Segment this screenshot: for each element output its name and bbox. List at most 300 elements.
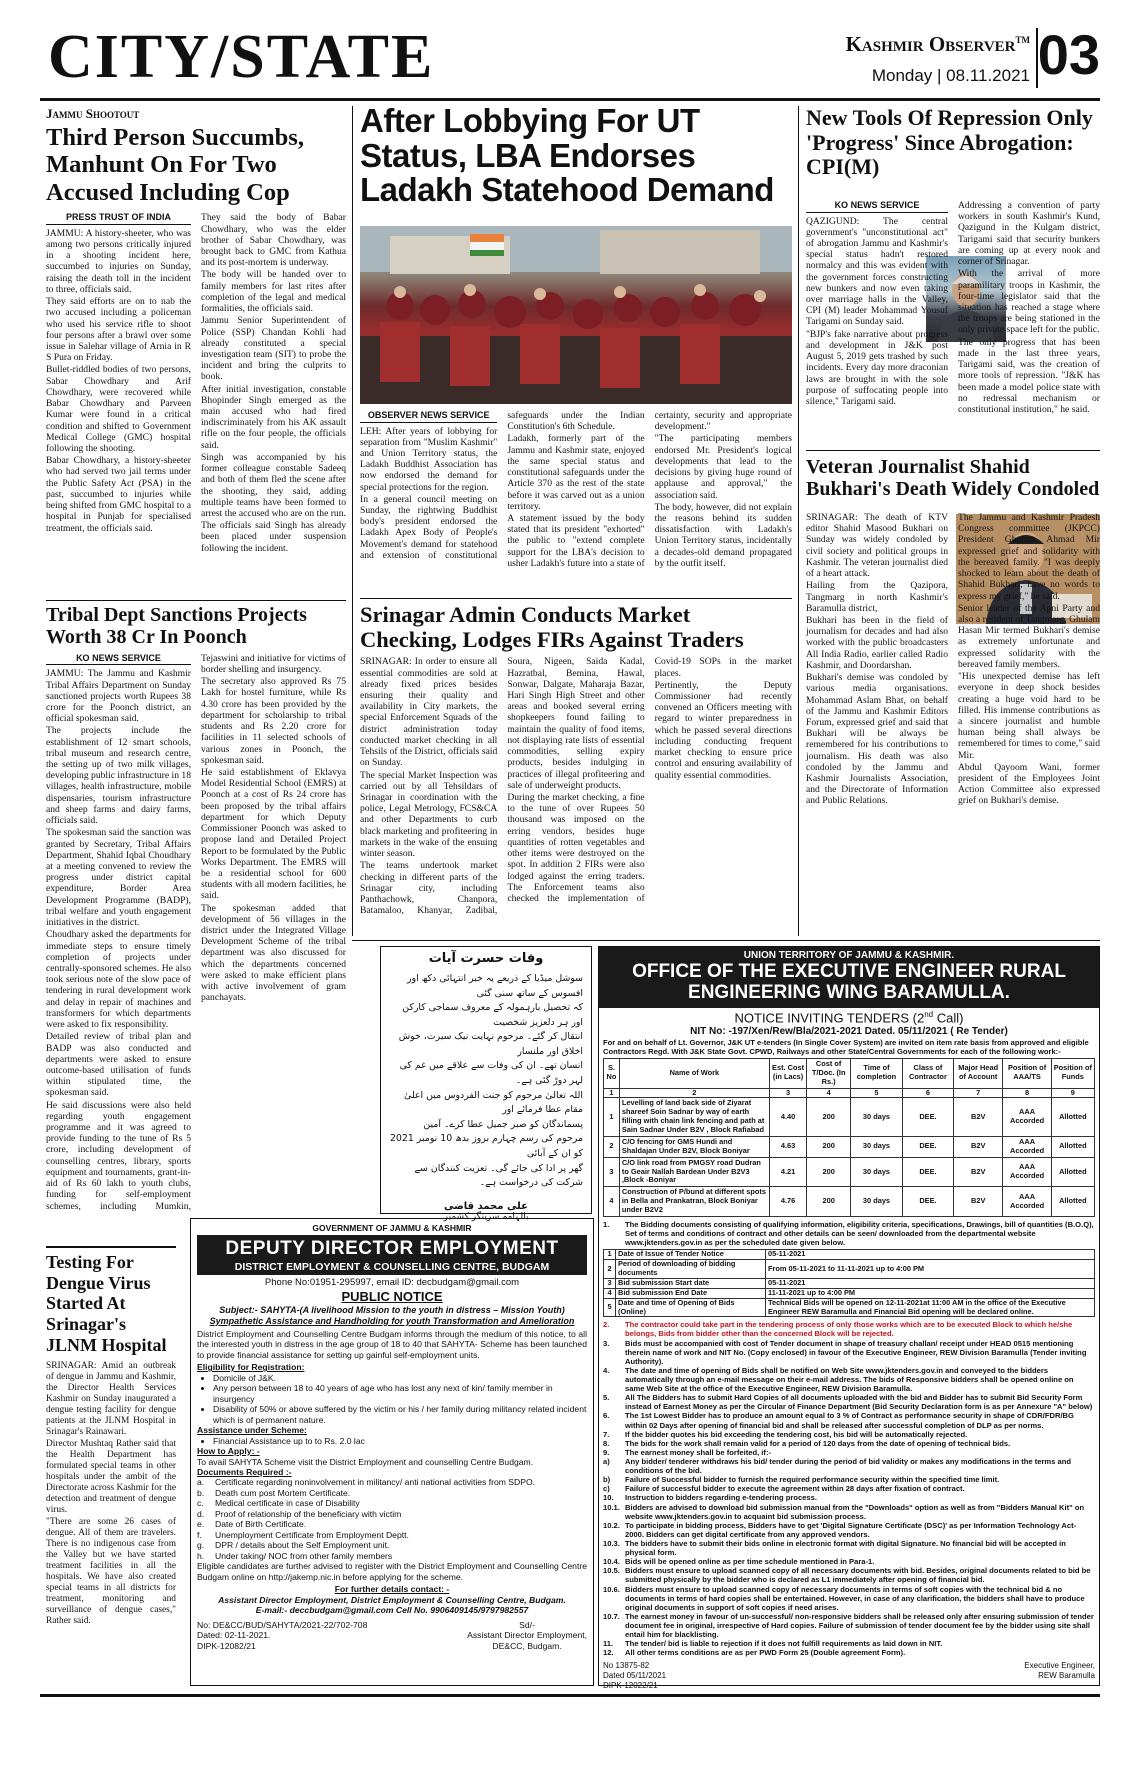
table-header-cell: Position of Funds	[1051, 1058, 1094, 1088]
signatory-title: Executive Engineer,	[1024, 1661, 1095, 1671]
condition-key: 10.2.	[603, 1520, 620, 1530]
schedule-cell: 5	[604, 1298, 616, 1317]
schedule-cell: 11-11-2021 up to 4:00 PM	[766, 1288, 1095, 1298]
paragraph: He said establishment of Eklavya Model Residential School (EMRS) at Poonch at a cost of Rs 24 crore has been proposed by the tribal affairs department for which Deputy Commissioner Poonch was asked to propose land and Detailed Project Report to be formulated by the Public Works Department. The EMRS will be a residential school for 600 students with all modern facilities, he said.	[201, 766, 346, 902]
photo-lba-rally	[360, 226, 792, 404]
paragraph: Detailed review of tribal plan and BADP was also conducted and departments were asked to ensure outcome-based utilisation of funds within stipulated time, the spokesman said.	[46, 1031, 191, 1099]
table-cell: DEE.	[902, 1187, 953, 1217]
table-cell: C/O link road from PMGSY road Dudran to Geair Nallah Bardean Under B2V3 ,Block -Boniyar	[619, 1157, 769, 1187]
dipk-number: DIPK-12082/21	[197, 1640, 256, 1651]
table-cell: C/O fencing for GMS Hundi and Shaldajan Under B2V, Block Boniyar	[619, 1136, 769, 1157]
table-header-cell: Class of Contractor	[902, 1058, 953, 1088]
tender-title-line1: OFFICE OF THE EXECUTIVE ENGINEER RURAL	[632, 961, 1066, 982]
condition-item	[603, 1484, 1095, 1493]
table-cell: Levelling of land back side of Ziyarat shareef Soin Sadnar by way of earth filling with chain link fencing and path at Sain Sadnar Under B2V , Block Rafiabad	[619, 1098, 769, 1137]
schedule-cell: Period of downloading of bidding documents	[616, 1260, 766, 1279]
obituary-line: اللہ تعالیٰ مرحوم کو جنت الفردوس میں اعلیٰ مقام عطا فرمائے اور	[404, 1089, 583, 1116]
table-number-cell: 3	[769, 1088, 806, 1098]
column-rule	[352, 106, 353, 936]
tender-footer-left	[603, 1661, 666, 1690]
story-headline: New Tools Of Repression Only 'Progress' Since Abrogation: CPI(M)	[806, 105, 1093, 180]
condition-key: 9.	[603, 1447, 610, 1457]
paragraph: In a general council meeting on Sunday, the rightwing Buddhist body's president endorsed the Ladakh Apex Body of People's Movement's demand for statehood and extension of constitutional safeguards under the Indian Constitution's 6th Schedule.	[360, 410, 645, 561]
condition-key: 10.5.	[603, 1566, 620, 1576]
eligibility-item: • Domicile of J&K.	[213, 1373, 587, 1383]
table-cell: B2V	[953, 1187, 1002, 1217]
story-byline: PRESS TRUST OF INDIA	[46, 212, 191, 225]
paragraph: "His unexpected demise has left everyone in deep shock besides creating a huge void hard to be filled. His immense contributions as a sincere journalist and humble human being shall always be remembered for times to come," said Mir.	[958, 671, 1100, 761]
paragraph: The spokesman added that development of 56 villages in the district under the Integrated Village Development Scheme of the tribal department was also discussed for which the departments concerned were asked to make efficient plans with active involvement of gram panchayats.	[201, 902, 346, 1004]
schedule-cell: 4	[604, 1288, 616, 1298]
condition-key: 2.	[603, 1320, 610, 1330]
document-text: Proof of relationship of the beneficiary with victim	[215, 1508, 402, 1519]
schedule-cell: From 05-11-2021 to 11-11-2021 up to 4:00 PM	[766, 1260, 1095, 1279]
notice-subject-line2: Sympathetic Assistance and Handholding for youth Transformation and Amelioration	[209, 1315, 575, 1326]
section-title: CITY/STATE	[48, 23, 435, 91]
document-item	[197, 1540, 587, 1550]
paragraph: JAMMU: The Jammu and Kashmir Tribal Affairs Department on Sunday sanctioned projects worth Rupees 38 crore for the Poonch district, an official spokesman said.	[46, 668, 191, 725]
story-divider	[46, 600, 346, 601]
paragraph: Hailing from the Qazipora, Tangmarg in north Kashmir's Baramulla district,	[806, 580, 948, 614]
document-key: f.	[197, 1529, 202, 1540]
condition-key: 8.	[603, 1438, 610, 1448]
schedule-cell: 05-11-2021	[766, 1250, 1095, 1260]
condition-text: All other terms conditions are as per PWD Form 25 (Double agreement Form).	[625, 1648, 906, 1658]
condition-item	[603, 1320, 1095, 1338]
story-headline: After Lobbying For UT Status, LBA Endorses Ladakh Statehood Demand	[360, 102, 774, 209]
condition-item	[603, 1585, 1095, 1612]
schedule-cell: Bid submission Start date	[616, 1278, 766, 1288]
assistance-item: • Financial Assistance up to to Rs. 2.0 lac	[213, 1436, 587, 1446]
paragraph: The body will be handed over to family members for last rites after completion of the legal and medical formalities, the officials said.	[201, 269, 346, 315]
story-kicker: Jammu Shootout	[46, 106, 140, 121]
table-cell: DEE.	[902, 1136, 953, 1157]
assistance-list	[197, 1436, 587, 1446]
table-cell: 30 days	[851, 1187, 903, 1217]
signatory-office: DE&CC, Budgam.	[492, 1640, 562, 1651]
schedule-cell: Date and time of Opening of Bids (Online)	[616, 1298, 766, 1317]
condition-item	[603, 1439, 1095, 1448]
ad-contact: Phone No:01951-295997, email ID: decbudgam@gmail.com	[264, 1277, 520, 1289]
document-item	[197, 1498, 587, 1508]
notice-prefix: NOTICE INVITING TENDERS (2	[734, 1010, 925, 1026]
table-body	[604, 1098, 1095, 1217]
masthead	[40, 18, 1100, 98]
condition-text: The date and time of opening of Bids shall be notified on Web Site www.jktenders.gov.in and conveyed to the bidders automatically through an e-mail message on their e-mail address. The bids of Responsive bidders shall be opened online on same Web Site at the office of the Executive Engineer, REW Division Baramulla.	[625, 1365, 1074, 1394]
table-header-cell: Name of Work	[619, 1058, 769, 1088]
rally-illustration	[360, 226, 792, 404]
paragraph: Pertinently, the Deputy Commissioner had recently convened an Officers meeting with regard to winter preparedness in which he passed several directions including conducting frequent market checking to ensure price control and ensuring availability of quality essential commodities.	[654, 679, 792, 781]
table-header-cell: Est. Cost (in Lacs)	[769, 1058, 806, 1088]
condition-text: All The Bidders has to submit Hard Copies of all documents uploaded with the bid and Bidder has to submit Bid Security Form instead of Earnest Money as per the Circular of Finance Department (Bid Security Declaration form is as per Annexure "A" below)	[625, 1393, 1093, 1412]
story-cpim-repression	[806, 106, 1100, 446]
schedule-row	[604, 1278, 1095, 1288]
schedule-cell: Date of Issue of Tender Notice	[616, 1250, 766, 1260]
document-text: DPR / details about the Self Employment unit.	[215, 1540, 390, 1551]
paragraph: "There are some 26 cases of dengue. All of them are travelers. There is no indigenous case from the Valley but we have started treatment facilities in all the hospitals. We have also created special teams in all districts for treatment, monitoring and surveillance of dengue cases," Rather said.	[46, 1517, 176, 1627]
obituary-notice	[380, 946, 592, 1222]
tender-intro: For and on behalf of Lt. Governor, J&K UT e-tenders (In Single Cover System) are invited on item rate basis from approved and eligible Contractors Regd. With J&K State Govt. CPWD, Railways and other State/Central Governments for each of the following work:-	[603, 1037, 1089, 1056]
tender-note-1	[603, 1220, 1095, 1247]
condition-key: 11.	[603, 1639, 614, 1649]
paragraph: The projects include the establishment of 12 smart schools, tribal museum and research centre, the setting up of two milk villages, developing public infrastructure in 18 villages, health infrastructure, mobile dispensaries, tourism infrastructure and sheep farms and dairy farms, officials said.	[46, 725, 191, 827]
table-cell: 30 days	[851, 1098, 903, 1137]
masthead-right	[840, 24, 1100, 94]
schedule-cell: 3	[604, 1278, 616, 1288]
condition-item	[603, 1566, 1095, 1584]
condition-item	[603, 1639, 1095, 1648]
condition-item	[603, 1539, 1095, 1557]
condition-key: c)	[603, 1484, 610, 1494]
trademark: TM	[1015, 35, 1030, 45]
tender-nit: NIT No: -197/Xen/Rew/Bla/2021-2021 Dated. 05/11/2021 ( Re Tender)	[690, 1025, 1008, 1037]
condition-item	[603, 1557, 1095, 1566]
paragraph: They said the body of Babar Chowdhary, who was the elder brother of Sabar Chowdhary, was brought back to GMC from Kathua and its post-mortem is underway.	[201, 212, 346, 269]
condition-key: 7.	[603, 1429, 610, 1439]
story-body	[806, 512, 1100, 936]
tender-title-line2: ENGINEERING WING BARAMULLA.	[688, 981, 1010, 1003]
paragraph: The only progress that has been made in the last three years, Tarigami said, was the creation of more tools of repression. "J&K has been made a model police state with no redressal mechanism or constitutional institution," he said.	[958, 336, 1100, 415]
table-number-cell: 5	[851, 1088, 903, 1098]
signatory-title: Assistant Director Employment,	[467, 1630, 587, 1641]
documents-heading: Documents Required :-	[197, 1467, 292, 1477]
table-cell: 4.21	[769, 1157, 806, 1187]
table-cell: AAA Accorded	[1003, 1187, 1051, 1217]
document-text: Medical certificate in case of Disability	[215, 1498, 360, 1509]
paragraph: Bukhari has been in the field of journalism for decades and had also worked with the public broadcasters All India Radio, earlier called Radio Kashmir, and Doordarshan.	[806, 614, 948, 671]
condition-item	[603, 1475, 1095, 1484]
condition-text: The contractor could take part in the tendering process of only those works which are to be executed Block to which he/she belongs, Bids from bidder other than the concerned Block will be rejected.	[625, 1320, 1073, 1339]
story-lba-statehood	[360, 104, 792, 594]
tender-banner	[599, 947, 1099, 1008]
condition-item	[603, 1503, 1095, 1521]
paragraph: Choudhary asked the departments for immediate steps to ensure timely completion of projects under centrally-sponsored schemes. He also took serious note of the slow pace of tendering in rural development work and delay in repair of machines and transformers for which departments were asked to fix responsibility.	[46, 929, 191, 1031]
story-headline: Third Person Succumbs, Manhunt On For Two Accused Including Cop	[46, 124, 304, 206]
notice-subject: Subject:- SAHYTA-(A livelihood Mission to the youth in distress – Mission Youth)	[219, 1304, 565, 1315]
table-cell: 200	[807, 1136, 851, 1157]
story-shahid-bukhari	[806, 456, 1100, 936]
tender-footer-right	[1024, 1661, 1095, 1690]
table-cell: 4.40	[769, 1098, 806, 1137]
notice-suffix: Call)	[933, 1010, 964, 1026]
condition-text: If the bidder quotes his bid exceeding the tendering cost, his bid will be automatically rejected.	[625, 1429, 968, 1439]
paragraph: Ladakh, formerly part of the Jammu and Kashmir state, enjoyed the same special status and constitutional safeguards under the Article 370 as the rest of the state before it was carved out as a union territory.	[507, 433, 645, 512]
contact-heading: For further details contact: -	[334, 1584, 450, 1595]
table-cell: 2	[604, 1136, 620, 1157]
ad-govt: GOVERNMENT OF JAMMU & KASHMIR	[312, 1223, 472, 1233]
paragraph: Singh was accompanied by his former colleague constable Sadeeq and both of them fled the scene after the shooting, they said, adding multiple teams have been formed to arrest the accused who are on the run.	[201, 451, 346, 519]
schedule-cell: 1	[604, 1250, 616, 1260]
paragraph: LEH: After years of lobbying for separation from "Muslim Kashmir" and Union Territory status, the Ladakh Buddhist Association has now endorsed the demand for special protections for the region.	[360, 425, 498, 493]
document-text: Certificate regarding noninvolvement in militancy/ anti national activities from SDPO.	[215, 1477, 536, 1488]
condition-item	[603, 1448, 1095, 1457]
condition-item	[603, 1393, 1095, 1411]
table-cell: B2V	[953, 1098, 1002, 1137]
condition-text: Bids must be accompanied with cost of Tender document in shape of treasury challan/ receipt under HEAD 0515 mentioning therein name of work and NIT No. (Copy enclosed) in favour of the Executive Engineer, REW Division Baramulla (Tender inviting Authority).	[625, 1338, 1087, 1366]
obituary-line: پسماندگان کو صبر جمیل عطا کرے۔ آمین	[423, 1118, 583, 1130]
condition-text: Failure of successful bidder to execute the agreement within 28 days after fixation of contract.	[625, 1484, 965, 1494]
story-body	[46, 653, 346, 1231]
condition-text: Bids will be opened online as per time schedule mentioned in Para-1.	[625, 1557, 875, 1567]
assistance-heading: Assistance under Scheme:	[197, 1425, 307, 1436]
obituary-line: گھر پر ادا کی جائے گی۔ تعزیت کنندگان سے شرکت کی درخواست ہے۔	[414, 1162, 583, 1189]
condition-text: The earnest money shall be forfeited, if:-	[625, 1447, 771, 1457]
document-key: a.	[197, 1477, 205, 1488]
table-cell: B2V	[953, 1136, 1002, 1157]
condition-text: Bidders must ensure to upload scanned copy of necessary documents in terms of soft copies with the technical bid & no documents in terms of hard copies shall be entertained. However, in case of any clarification, the bidders shall have to produce original documents in support of soft copies if need arises.	[625, 1584, 1085, 1612]
paragraph: During the market checking, a fine to the tune of over Rupees 50 thousand was imposed on the erring vendors, besides huge quantities of rotten vegetables and other items were destroyed on the spot. In addition 2 FIRs were also lodged against the erring traders. The Enforcement teams also checked the implementation of Covid-19 SOPs in the market places.	[507, 656, 792, 904]
table-cell: 200	[807, 1157, 851, 1187]
obituary-title: وفات حسرت آیات	[428, 951, 544, 966]
notice-intro: District Employment and Counselling Centre Budgam informs through the medium of this notice, to all the interested youth in distress in the age group of 18 to 40 that SAHYTA- Scheme has been launched to provide financial assistance for setting up gainful self-employment units.	[197, 1328, 587, 1360]
ref-date: Dated 05/11/2021	[603, 1671, 667, 1681]
ad-footer-left	[197, 1620, 367, 1651]
paragraph: "BJP's fake narrative about progress and development in J&K post August 5, 2019 gets trashed by such incidents. Every day more draconian laws are brought in with the sole purpose of suffocating people into silence," Tarigami said.	[806, 328, 948, 408]
notice-title: PUBLIC NOTICE	[341, 1288, 443, 1304]
ad-title: DEPUTY DIRECTOR EMPLOYMENT	[225, 1238, 559, 1260]
table-cell: AAA Accorded	[1003, 1157, 1051, 1187]
paragraph: The special Market Inspection was carried out by all Tehsildars of Srinagar in coordination with the police, Legal Metrology, FCS&CA and other Departments to curb black marketing and profiteering in markets in the wake of the ensuing winter season.	[360, 769, 498, 860]
condition-key: 10.6.	[603, 1584, 620, 1594]
schedule-row	[604, 1288, 1095, 1298]
apply-heading: How to Apply: -	[197, 1446, 260, 1457]
condition-item	[603, 1493, 1095, 1502]
story-divider	[360, 598, 792, 599]
condition-text: The tender/ bid is liable to rejection if it does not fulfill requirements as laid down in NIT.	[625, 1639, 943, 1649]
schedule-row	[604, 1298, 1095, 1317]
dipk-number: DIPK-12022/21	[603, 1680, 658, 1690]
condition-item	[603, 1457, 1095, 1475]
table-cell: B2V	[953, 1157, 1002, 1187]
condition-item	[603, 1411, 1095, 1429]
table-row	[604, 1136, 1095, 1157]
obituary-body	[389, 972, 583, 1191]
table-number-cell: 2	[619, 1088, 769, 1098]
condition-item	[603, 1366, 1095, 1393]
paragraph: SRINAGAR: Amid an outbreak of dengue in Jammu and Kashmir, the Director Health Services Kashmir on Sunday inaugurated a dengue testing facility for dengue patients at the JLNM Hospital in Srinagar's Rainawari.	[46, 1361, 176, 1438]
condition-key: 10.4.	[603, 1557, 620, 1567]
document-key: h.	[197, 1550, 205, 1561]
condition-key: a)	[603, 1457, 610, 1467]
footer-rule	[40, 1694, 1100, 1697]
story-headline: Srinagar Admin Conducts Market Checking, Lodges FIRs Against Traders	[360, 602, 744, 653]
document-item	[197, 1477, 587, 1487]
story-headline: Tribal Dept Sanctions Projects Worth 38 Cr In Poonch	[46, 604, 307, 649]
table-cell: DEE.	[902, 1157, 953, 1187]
obituary-line: مرحوم کی رسم چہارم بروز بدھ 10 نومبر 2021 کو ان کے آبائی	[389, 1133, 583, 1159]
signature-mark: Sd/-	[519, 1619, 535, 1630]
table-cell: 30 days	[851, 1136, 903, 1157]
table-cell: 4.76	[769, 1187, 806, 1217]
table-cell: 1	[604, 1098, 620, 1137]
condition-text: Bidders are advised to download bid submission manual from the "Downloads" option as well as from "Bidders Manual Kit" on website www.jktenders.gov.in to acquaint bid submission process.	[625, 1502, 1085, 1521]
condition-item	[603, 1430, 1095, 1439]
paragraph: They said efforts are on to nab the two accused including a policeman who used his service rifle to shoot four persons after a brawl over some issue in Salehar village of Arnia in R S Pura on Friday.	[46, 296, 191, 364]
condition-item	[603, 1339, 1095, 1366]
paragraph: "The participating members endorsed Mr. President's logical developments that lead to the decisions by giving huge round of applause and approval," the association said.	[654, 433, 792, 501]
table-number-cell: 6	[902, 1088, 953, 1098]
document-text: Death cum post Mortem Certificate.	[215, 1487, 351, 1498]
schedule-cell: Technical Bids will be opened on 12-11-2021at 11:00 AM in the office of the Executive Engineer REW Baramulla and Financial Bid opening will be declared online.	[766, 1298, 1095, 1317]
obituary-line: انسان تھے۔ ان کی وفات سے علاقے میں غم کی لہر دوڑ گئی ہے۔	[399, 1060, 583, 1087]
table-cell: AAA Accorded	[1003, 1136, 1051, 1157]
masthead-rule	[40, 98, 1100, 101]
obituary-line: انتقال کر گئے۔ مرحوم نہایت نیک سیرت، خوش اخلاق اور ملنسار	[398, 1031, 583, 1057]
document-key: d.	[197, 1508, 205, 1519]
paragraph: Addressing a convention of party workers in south Kashmir's Kund, Qazigund in the Kulgam district, Tarigami said that security bunkers are coming up at every nook and corner of Srinagar.	[958, 200, 1100, 268]
condition-key: 4.	[603, 1365, 610, 1375]
eligibility-item: • Disability of 50% or above suffered by the victim or his / her family during militancy related incident which is of permanent nature.	[213, 1404, 587, 1425]
paragraph: The teams undertook market checking in different parts of the Srinagar city, including Panthachowk, Chanpora, Batamaloo, Khanyar, Zadibal, Soura, Nigeen, Saida Kadal, Hazratbal, Bemina, Hawal, Sonwar, Dalgate, Maharaja Bazar, Hari Singh High Street and other areas and booked several erring shopkeepers found failing to maintain the quality of food items, not displaying rate lists of essential commodities, selling expiry products, besides indulging in practices of illegal profiteering and sale of underweight products.	[360, 656, 645, 917]
story-headline: Veteran Journalist Shahid Bukhari's Death Widely Condoled	[806, 456, 1100, 501]
condition-item	[603, 1521, 1095, 1539]
table-number-cell: 1	[604, 1088, 620, 1098]
paragraph: SRINAGAR: In order to ensure all essential commodities are sold at already fixed prices besides ensuring their quality and availability in City markets, the special Enforcement Squads of the district administration today conducted market checking in all Tehsils of the District, officials said on Sunday.	[360, 656, 498, 769]
table-number-cell: 8	[1003, 1088, 1051, 1098]
condition-item	[603, 1612, 1095, 1639]
document-text: Under taking/ NOC from other family members	[215, 1550, 393, 1561]
paragraph: SRINAGAR: The death of KTV editor Shahid Masood Bukhari on Sunday was widely condoled by civil society and political groups in Kashmir. The veteran journalist died of a heart attack.	[806, 512, 948, 580]
ad-tender-rew-baramulla	[598, 946, 1100, 1690]
story-market-checking	[360, 602, 792, 938]
apply-text: To avail SAHYTA Scheme visit the District Employment and counselling Centre Budgam.	[197, 1456, 534, 1467]
condition-text: Bidders must ensure to upload scanned copy of all necessary documents with bid. Besides, original documents related to bid be submitted physically by the bidder who is declared as L1 immediately after opening of financial bid.	[625, 1566, 1091, 1585]
table-cell: 4	[604, 1187, 620, 1217]
condition-key: 5.	[603, 1393, 610, 1403]
table-cell: Allotted	[1051, 1136, 1094, 1157]
document-item	[197, 1509, 587, 1519]
ad-footer-right	[467, 1620, 587, 1651]
schedule-cell: 05-11-2021	[766, 1278, 1095, 1288]
table-cell: AAA Accorded	[1003, 1098, 1051, 1137]
paragraph: Abdul Qayoom Wani, former president of the Employees Joint Action Committee also expressed grief on Bukhari's demise.	[958, 761, 1100, 807]
table-cell: DEE.	[902, 1098, 953, 1137]
tender-works-table	[603, 1058, 1095, 1217]
paragraph: JAMMU: A history-sheeter, who was among two persons critically injured in a shooting incident here, succumbed to injuries on Sunday, raising the death toll in the incident to three, officials said.	[46, 227, 191, 295]
table-header-cell: Time of completion	[851, 1058, 903, 1088]
condition-key: 10.3.	[603, 1539, 620, 1548]
ref-number: No 13875-82	[603, 1661, 650, 1671]
note-number: 1.	[603, 1219, 610, 1229]
table-header-row	[604, 1058, 1095, 1088]
document-key: e.	[197, 1519, 205, 1530]
condition-item	[603, 1648, 1095, 1657]
paragraph: QAZIGUND: The central government's "unconstitutional act" of abrogation Jammu and Kashmir's special status hadn't restored normalcy and this was evident with the government forces constructing new bunkers and now even taking over marriage halls in the Valley, CPI (M) leader Mohammad Yousuf Tarigami on Sunday said.	[806, 215, 948, 328]
paragraph: The body, however, did not explain the reasons behind its sudden dissatisfaction with Ladakh's Union Territory status, incidentally a decades-old demand propagated by the outfit itself.	[654, 501, 792, 569]
documents-list	[197, 1477, 587, 1561]
table-header-cell: Major Head of Account	[953, 1058, 1002, 1088]
obituary-signature: علی محمد قاضی	[444, 1200, 528, 1212]
paragraph: The spokesman said the sanction was granted by Secretary, Tribal Affairs Department, Shahid Iqbal Choudhary at a meeting convened to review the progress under district capital expenditure, Border Area Development Programme (BADP), tribal welfare and youth engagement initiatives in the district.	[46, 827, 191, 929]
story-headline: Testing For Dengue Virus Started At Srinagar's JLNM Hospital	[46, 1252, 167, 1355]
story-jammu-shootout	[46, 106, 346, 598]
table-header-cell: Position of AAA/TS	[1003, 1058, 1051, 1088]
obituary-line: سوشل میڈیا کے ذریعے یہ خبر انتہائی دکھ اور افسوس کے ساتھ سنی گئی	[407, 973, 583, 999]
tender-footer	[603, 1661, 1095, 1690]
ref-number: No: DE&CC/BUD/SAHYTA/2021-22/702-708	[197, 1619, 368, 1630]
schedule-cell: Bid submission End Date	[616, 1288, 766, 1298]
paragraph: Bullet-riddled bodies of two persons, Sabar Chowdhary and Arif Chowdhary, were recovered while Babar Chowdhary and Parveen Kumar were found in a critical condition and shifted to Government Medical College (GMC) hospital following the shooting.	[46, 364, 191, 454]
tender-conditions	[603, 1320, 1095, 1657]
condition-key: 6.	[603, 1411, 610, 1421]
condition-text: The bidders have to submit their bids online in electronic format with digital Signature. No financial bid will be accepted in physical form.	[625, 1539, 1066, 1558]
condition-key: 10.	[603, 1493, 614, 1503]
condition-key: 10.7.	[603, 1611, 620, 1621]
paragraph: Babar Chowdhary, a history-sheeter who had served two jail terms under the Public Safety Act (PSA) in the past, succumbed to injuries while being shifted from GMC hospital to a hospital in Punjab for specialised treatment, the officials said.	[46, 455, 191, 534]
brand-name: Kashmir Observer	[845, 32, 1016, 56]
condition-text: The bids for the work shall remain valid for a period of 120 days from the date of opening of technical bids.	[625, 1438, 1011, 1448]
tender-ut: UNION TERRITORY OF JAMMU & KASHMIR.	[743, 950, 955, 961]
table-header-cell: S. No	[604, 1058, 620, 1088]
note-text: The Bidding documents consisting of qualifying information, eligibility criteria, specifications, Drawings, bill of quantities (B.O.Q), Set of terms and conditions of contract and other details can be seen/ downloaded from the departmental website www.jktenders.gov.in as per the scheduled date given below.	[625, 1219, 1094, 1248]
table-cell: 30 days	[851, 1157, 903, 1187]
table-cell: Allotted	[1051, 1187, 1094, 1217]
document-text: Date of Birth Certificate.	[215, 1519, 307, 1530]
table-cell: Construction of P/bund at different spots in Bella and Prankatran, Block Boniyar under B2V2	[619, 1187, 769, 1217]
story-body	[46, 1361, 176, 1627]
document-key: c.	[197, 1498, 204, 1509]
table-cell: 4.63	[769, 1136, 806, 1157]
table-row	[604, 1187, 1095, 1217]
page-number: 03	[1037, 23, 1100, 86]
issue-date: Monday | 08.11.2021	[871, 66, 1030, 85]
condition-key: b)	[603, 1475, 611, 1485]
paragraph: Director Mushtaq Rather said that the Health Department has formulated special teams in other hospitals under the ambit of the Directorate across Kashmir for the detection and treatment of dengue virus.	[46, 1439, 176, 1516]
condition-text: To participate in bidding process, Bidders have to get 'Digital Signature Certificate (DSC)' as per Information Technology Act-2000. Bidders can get digital certificate from any approved vendors.	[625, 1520, 1077, 1539]
eligibility-item: • Any person between 18 to 40 years of age who has lost any next of kin/ family member in insurgency	[213, 1383, 587, 1404]
document-item	[197, 1530, 587, 1540]
table-cell: 200	[807, 1187, 851, 1217]
story-body	[46, 212, 346, 554]
paragraph: A statement issued by the body stated that its president "exhorted" the public to "extend complete support for the LBA's decision to usher Ladakh's future into a state of certainty, security and appropriate development."	[507, 410, 792, 569]
obituary-signature-place: بالہامہ سرینگر کشمیر	[443, 1211, 529, 1222]
story-byline: KO NEWS SERVICE	[46, 653, 191, 666]
document-key: b.	[197, 1487, 205, 1498]
document-text: Unemployment Certificate from Employment Deptt.	[215, 1529, 409, 1540]
table-row	[604, 1098, 1095, 1137]
story-body	[360, 410, 792, 594]
obituary-line: کہ تحصیل بارہمولہ کے معروف سماجی کارکن اور ہر دلعزیز شخصیت	[402, 1002, 583, 1028]
table-header-cell: Cost of T/Doc. (In Rs.)	[807, 1058, 851, 1088]
story-byline: KO NEWS SERVICE	[806, 200, 948, 213]
schedule-row	[604, 1260, 1095, 1279]
table-cell: 3	[604, 1157, 620, 1187]
paragraph: The Jammu and Kashmir Pradesh Congress committee (JKPCC) President Ghulam Ahmad Mir expressed grief and solidarity with the bereaved family. "I was deeply shocked to learn about the death of Shahid Bukhari, have no words to express my grief," he said.	[958, 512, 1100, 602]
ad-banner	[197, 1235, 587, 1275]
condition-key: 10.1.	[603, 1502, 620, 1512]
paragraph: The secretary also approved Rs 75 Lakh for hostel furniture, while Rs 4.30 crore has been provided by the department for scholarship to tribal students and Rs 2.20 crore for facilities in 11 selected schools of various zones in Poonch, the spokesman said.	[201, 676, 346, 766]
tender-schedule-table	[603, 1249, 1095, 1317]
table-number-row	[604, 1088, 1095, 1098]
condition-text: Instruction to bidders regarding e-tendering process.	[625, 1493, 817, 1503]
paragraph: After initial investigation, constable Bhopinder Singh emerged as the main accused who had fired indiscriminately from his AK assault rifle on the four people, the officials said.	[201, 383, 346, 451]
table-row	[604, 1157, 1095, 1187]
condition-key: 12.	[603, 1648, 614, 1658]
condition-text: The 1st Lowest Bidder has to produce an amount equal to 3 % of Contract as performance security in shape of CDR/FDR/BG within 02 Days after opening of financial bid and shall be released after successful completion of DLP as per norms.	[625, 1411, 1074, 1430]
condition-text: The earnest money in favour of un-successful/ non-responsive bidders shall be released only after ensuring submission of tender document fee in original, irrespective of Hard copies. Failure of submission of tender document fee by the bidder using site shall entail him for blacklisting.	[625, 1611, 1094, 1640]
paragraph: The officials said Singh has already been placed under suspension following the incident.	[201, 520, 346, 554]
ad-subtitle: DISTRICT EMPLOYMENT & COUNSELLING CENTRE, BUDGAM	[234, 1260, 550, 1273]
paragraph: He said discussions were also held regarding youth engagement programme and it was agreed to provide funding to the tune of Rs 5 crore, including development of counselling centres, library, sports equipment and tournaments, grant-in-aid of Rs 60 lakh to youth clubs, funding for self-employment schemes, including Mumkin, Tejaswini and initiative for victims of border shelling and insurgency.	[46, 652, 346, 1212]
paragraph: Bukhari's demise was condoled by various media organisations. Mohammad Aslam Bhat, on behalf of the Jammu and Kashmir Editors Forum, expressed grief and said that Bukhari will be always be remembered for his contributions to journalism. His death was also condoled by the Jammu and Kashmir Journalists Association, and the Directorate of Information and Public Relations.	[806, 672, 948, 807]
eligibility-heading: Eligibility for Registration:	[197, 1362, 305, 1373]
brand-logo	[846, 32, 1030, 57]
story-body	[360, 656, 792, 926]
ad-footer	[197, 1620, 587, 1651]
notice-closing: Eligible candidates are further advised to register with the District Employment and Counselling Centre Budgam online on http://jakemp.nic.in before applying for the scheme.	[197, 1561, 587, 1582]
story-dengue-testing	[46, 1246, 176, 1686]
table-cell: 200	[807, 1098, 851, 1137]
